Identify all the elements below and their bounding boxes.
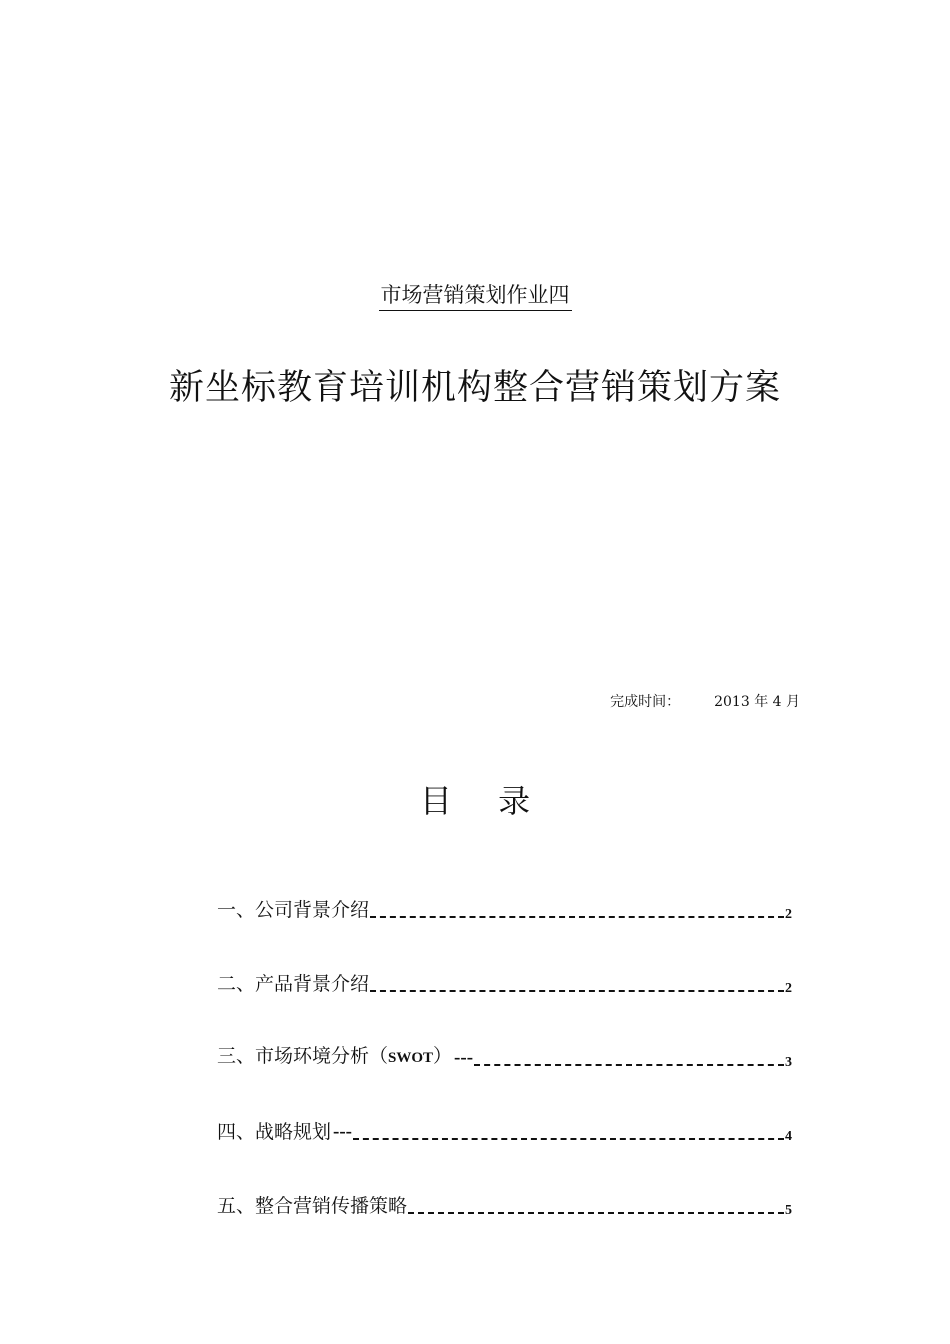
toc-leader — [370, 990, 784, 992]
toc-leader — [353, 1138, 784, 1140]
toc-entry-label: 五、整合营销传播策略 — [217, 1195, 408, 1217]
toc-entry-product-background[interactable] — [217, 924, 792, 998]
toc-leader — [474, 1064, 784, 1066]
toc-entry-label: 三、市场环境分析（SWOT） — [217, 1045, 453, 1067]
toc-entry-imc-strategy[interactable] — [217, 1146, 792, 1220]
subtitle-text: 市场营销策划作业四 — [379, 280, 572, 311]
toc-page-number: 2 — [785, 907, 792, 922]
toc-entry-label: 四、战略规划 — [217, 1121, 332, 1143]
toc-entry-company-background[interactable] — [217, 890, 792, 924]
toc-leader — [408, 1212, 784, 1214]
toc-page-number: 3 — [785, 1055, 792, 1070]
toc-entry-market-analysis[interactable] — [217, 998, 792, 1072]
completion-date — [610, 690, 800, 714]
toc-dashes: --- — [333, 1121, 352, 1142]
swot-label: SWOT — [388, 1050, 434, 1066]
toc-entry-label: 一、公司背景介绍 — [217, 899, 370, 921]
completion-label: 完成时间： — [610, 694, 681, 710]
completion-value: 2013 年 4 月 — [714, 694, 800, 710]
toc-page-number: 5 — [785, 1203, 792, 1218]
toc-page-number: 4 — [785, 1129, 792, 1144]
toc-leader — [370, 916, 784, 918]
toc-page-number: 2 — [785, 981, 792, 996]
toc-entry-strategy[interactable] — [217, 1072, 792, 1146]
page-title: 新坐标教育培训机构整合营销策划方案 — [168, 368, 781, 408]
toc-heading: 目 录 — [419, 782, 549, 820]
table-of-contents — [217, 890, 792, 1220]
assignment-subtitle — [0, 280, 950, 311]
toc-dashes: --- — [454, 1047, 474, 1068]
toc-entry-label: 二、产品背景介绍 — [217, 973, 370, 995]
